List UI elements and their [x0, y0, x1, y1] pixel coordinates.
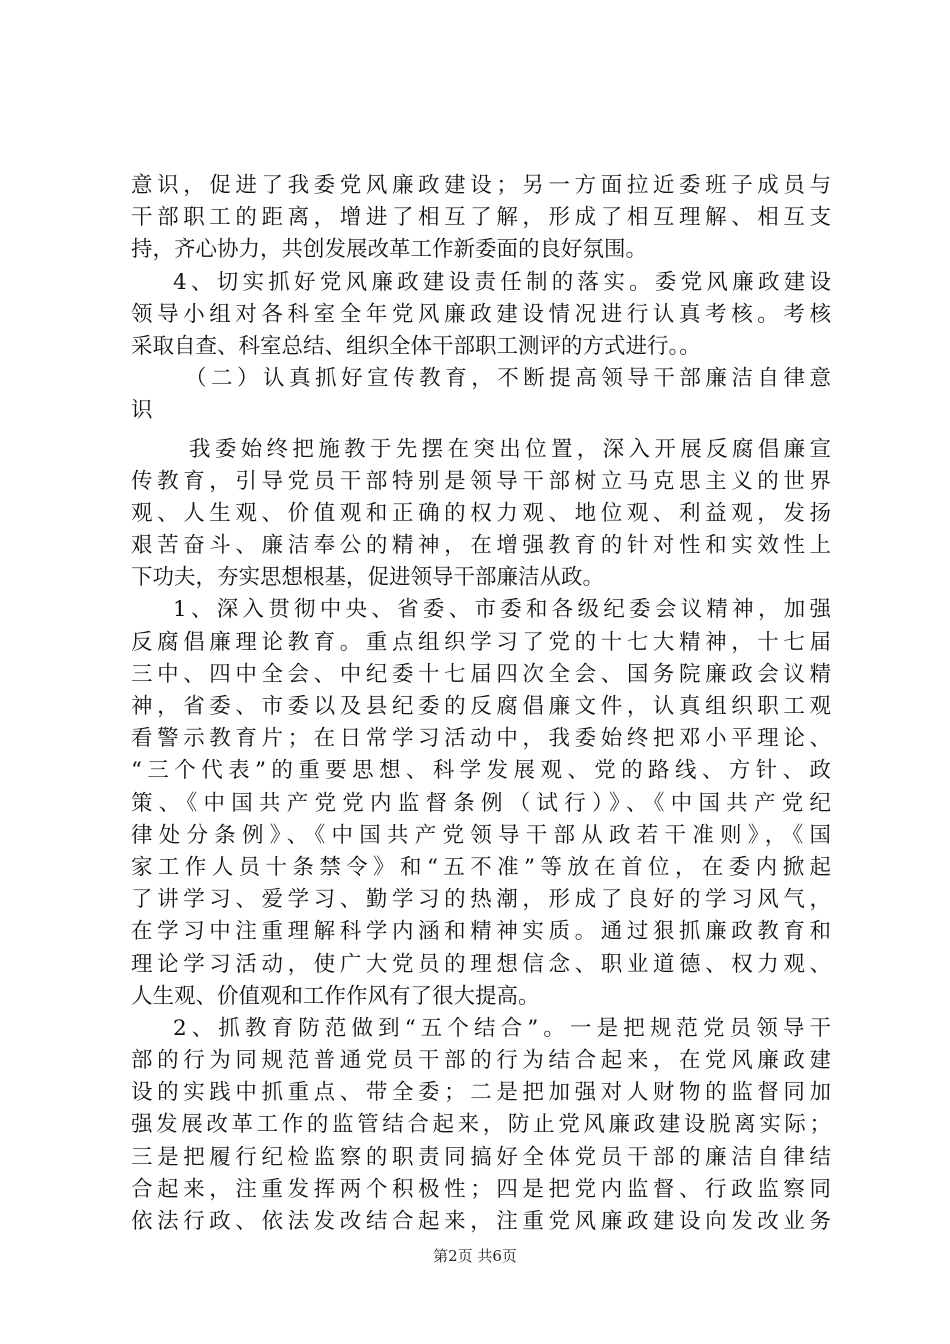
section-heading-continued: 识 — [131, 398, 153, 424]
text-line: 在学习中注重理解科学内涵和精神实质。通过狠抓廉政教育和 — [131, 919, 831, 945]
text-line: 2、抓教育防范做到“五个结合”。一是把规范党员领导干 — [173, 1015, 831, 1041]
text-line: 采取自查、科室总结、组织全体干部职工测评的方式进行。。 — [131, 333, 701, 359]
text-line: 依法行政、依法发改结合起来，注重党风廉政建设向发改业务 — [131, 1209, 831, 1234]
text-line: 神，省委、市委以及县纪委的反腐倡廉文件，认真组织职工观 — [131, 694, 831, 719]
section-heading: （二）认真抓好宣传教育，不断提高领导干部廉洁自律意 — [185, 366, 831, 392]
text-line: 传教育，引导党员干部特别是领导干部树立马克思主义的世界 — [131, 468, 831, 494]
text-line: 领导小组对各科室全年党风廉政建设情况进行认真考核。考核 — [131, 301, 831, 327]
text-line: 反腐倡廉理论教育。重点组织学习了党的十七大精神，十七届 — [131, 629, 831, 655]
text-line: 策、《中国共产党党内监督条例（试行）》、《中国共产党纪 — [131, 790, 831, 816]
text-line: 看警示教育片；在日常学习活动中，我委始终把邓小平理论、 — [131, 726, 831, 752]
text-line: 观、人生观、价值观和正确的权力观、地位观、利益观，发扬 — [131, 500, 831, 526]
text-line: “三个代表”的重要思想、科学发展观、党的路线、方针、政 — [131, 758, 831, 784]
text-line: 强发展改革工作的监管结合起来，防止党风廉政建设脱离实际； — [131, 1112, 831, 1138]
text-line: 理论学习活动，使广大党员的理想信念、职业道德、权力观、 — [131, 951, 831, 977]
text-line: 意识，促进了我委党风廉政建设；另一方面拉近委班子成员与 — [131, 173, 831, 198]
page-number-footer: 第2页 共6页 — [433, 1247, 517, 1265]
text-line: 我委始终把施教于先摆在突出位置，深入开展反腐倡廉宣 — [189, 436, 831, 462]
text-line: 律处分条例》、《中国共产党领导干部从政若干准则》，《国 — [131, 822, 831, 848]
text-line: 1、深入贯彻中央、省委、市委和各级纪委会议精神，加强 — [173, 597, 831, 623]
text-line: 4、切实抓好党风廉政建设责任制的落实。委党风廉政建设 — [173, 269, 831, 295]
text-line: 下功夫，夯实思想根基，促进领导干部廉洁从政。 — [131, 565, 605, 591]
text-line: 合起来，注重发挥两个积极性；四是把党内监督、行政监察同 — [131, 1176, 831, 1202]
text-line: 人生观、价值观和工作作风有了很大提高。 — [131, 983, 540, 1009]
text-line: 三中、四中全会、中纪委十七届四次全会、国务院廉政会议精 — [131, 661, 831, 687]
text-line: 部的行为同规范普通党员干部的行为结合起来，在党风廉政建 — [131, 1048, 831, 1074]
text-line: 干部职工的距离，增进了相互了解，形成了相互理解、相互支 — [131, 205, 831, 231]
text-line: 艰苦奋斗、廉洁奉公的精神，在增强教育的针对性和实效性上 — [131, 533, 831, 559]
text-line: 三是把履行纪检监察的职责同搞好全体党员干部的廉洁自律结 — [131, 1144, 831, 1170]
text-line: 持，齐心协力，共创发展改革工作新委面的良好氛围。 — [131, 237, 648, 263]
text-line: 了讲学习、爱学习、勤学习的热潮，形成了良好的学习风气， — [131, 887, 831, 913]
text-line: 家工作人员十条禁令》和“五不准”等放在首位，在委内掀起 — [131, 854, 831, 880]
text-line: 设的实践中抓重点、带全委；二是把加强对人财物的监督同加 — [131, 1080, 831, 1106]
document-body — [131, 170, 831, 1238]
